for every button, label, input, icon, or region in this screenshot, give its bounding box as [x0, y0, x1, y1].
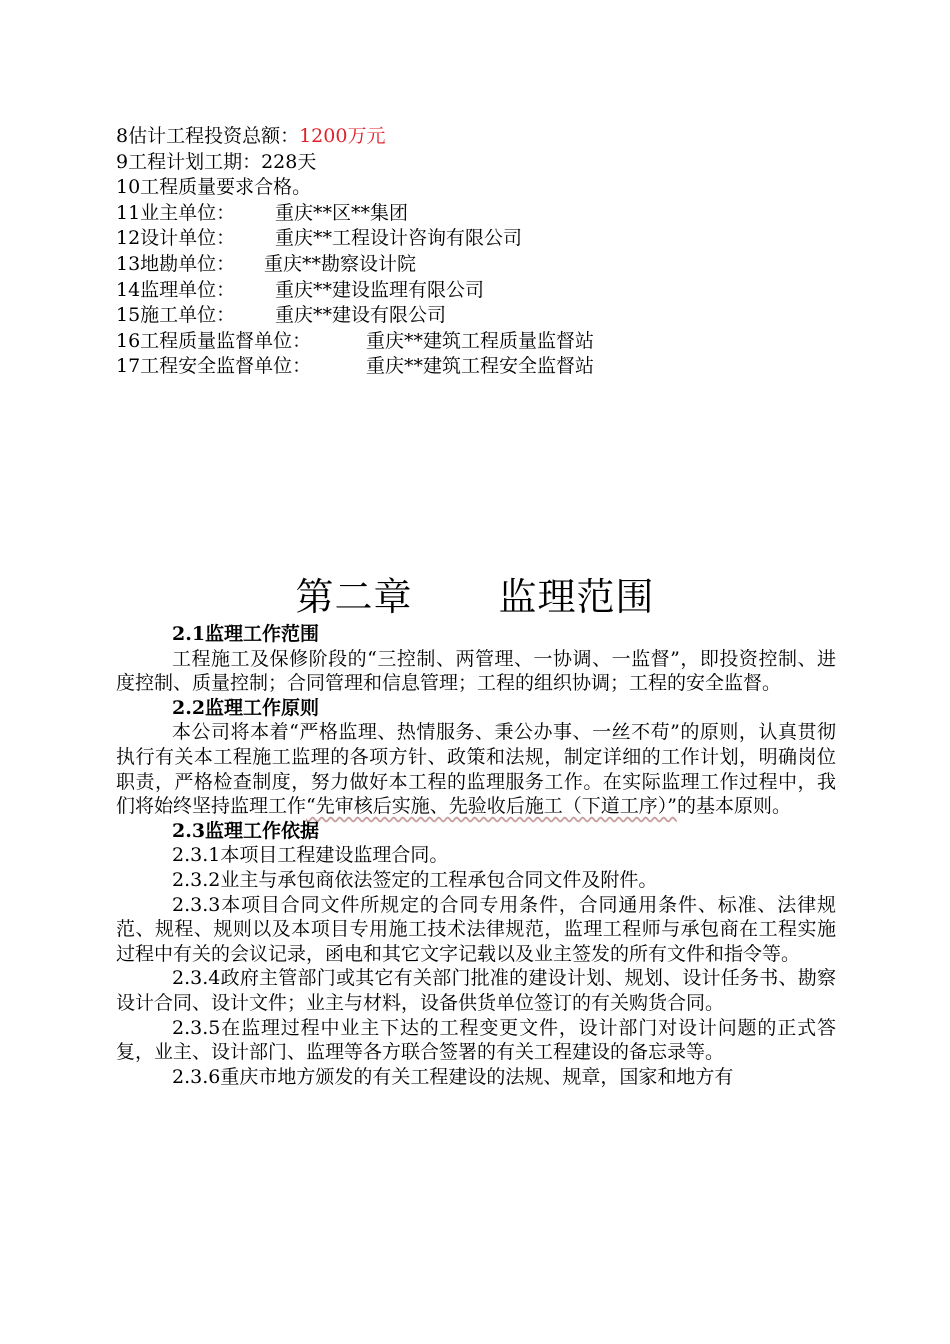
emphasized-principle: “先审核后实施、先验收后施工（下道工序）” [306, 795, 677, 818]
survey-value: 重庆**勘察设计院 [264, 252, 417, 275]
supervisor-value: 重庆**建设监理有限公司 [275, 278, 485, 301]
info-label: 11业主单位： [116, 201, 236, 224]
paragraph: 2.3.3本项目合同文件所规定的合同专用条件，合同通用条件、标准、法律规范、规程、规则以及本项目专用施工技术法律规范，监理工程师与承包商在工程实施过程中有关的会议记录，函电和其它文字记载以及业主签发的所有文件和指令等。 [116, 893, 836, 965]
paragraph: 2.3.6重庆市地方颁发的有关工程建设的法规、规章，国家和地方有 [172, 1065, 734, 1088]
info-label: 17工程安全监督单位： [116, 355, 312, 378]
contractor-value: 重庆**建设有限公司 [275, 304, 447, 327]
owner-value: 重庆**区**集团 [275, 201, 409, 224]
paragraph-text: 本公司将本着“严格监理、热情服务、秉公办事、一丝不苟”的原则，认真贯彻执行有关本工程施工监理的各项方针、政策和法规，制定详细的工作计划，明确岗位职责，严格检查制度，努力做好本工程的监理服务工作。在实际监理工作过程中，我们将始终坚持监理工作 [116, 721, 836, 818]
info-label: 15施工单位： [116, 304, 236, 327]
info-label: 16工程质量监督单位： [116, 329, 312, 352]
info-line-quality-supervision [116, 329, 836, 355]
info-line-investment [116, 124, 836, 150]
info-label: 14监理单位： [116, 278, 236, 301]
info-line-owner [116, 201, 836, 227]
paragraph: 工程施工及保修阶段的“三控制、两管理、一协调、一监督”，即投资控制、进度控制、质量控制；合同管理和信息管理；工程的组织协调；工程的安全监督。 [116, 647, 836, 695]
info-line-quality [116, 175, 836, 201]
info-line-survey [116, 252, 836, 278]
designer-value: 重庆**工程设计咨询有限公司 [275, 227, 523, 250]
section-heading: 2.1监理工作范围 [172, 623, 320, 645]
section-heading: 2.2监理工作原则 [172, 696, 320, 719]
investment-value: 1200万元 [299, 125, 386, 147]
chapter-name: 监理范围 [498, 575, 655, 619]
info-label: 10工程质量要求合格。 [116, 176, 312, 199]
info-line-designer [116, 226, 836, 252]
paragraph: 2.3.4政府主管部门或其它有关部门批准的建设计划、规划、设计任务书、勘察设计合同、设计文件；业主与材料，设备供货单位签订的有关购货合同。 [116, 967, 836, 1014]
info-line-safety-supervision [116, 354, 836, 380]
paragraph-text-end: 的基本原则。 [676, 795, 791, 818]
section-heading: 2.3监理工作依据 [172, 819, 320, 842]
paragraph [116, 720, 836, 818]
info-label: 13地勘单位： [116, 252, 236, 275]
safety-supervision-value: 重庆**建筑工程安全监督站 [366, 355, 595, 378]
info-label: 9工程计划工期： [116, 150, 262, 173]
duration-value: 228天 [261, 150, 317, 173]
info-label: 12设计单位： [116, 227, 236, 250]
paragraph: 2.3.2业主与承包商依法签定的工程承包合同文件及附件。 [172, 868, 658, 891]
chapter-content [116, 622, 836, 1089]
paragraph: 2.3.5在监理过程中业主下达的工程变更文件，设计部门对设计问题的正式答复，业主、设计部门、监理等各方联合签署的有关工程建设的备忘录等。 [116, 1016, 836, 1064]
paragraph: 2.3.1本项目工程建设监理合同。 [172, 844, 449, 867]
info-line-contractor [116, 303, 836, 329]
info-line-duration [116, 150, 836, 176]
info-label: 8估计工程投资总额： [116, 125, 300, 147]
project-info-list [116, 124, 836, 380]
chapter-number: 第二章 [295, 575, 413, 619]
quality-supervision-value: 重庆**建筑工程质量监督站 [366, 329, 595, 352]
info-line-supervisor [116, 278, 836, 304]
chapter-title [0, 572, 950, 622]
